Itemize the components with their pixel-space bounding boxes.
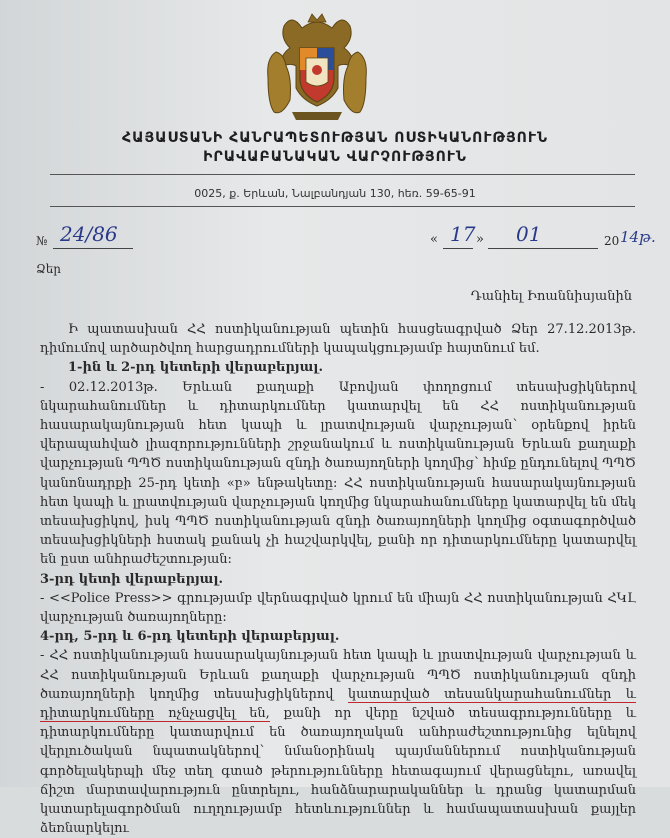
department-name: ԻՐԱՎԱԲԱՆԱԿԱՆ ՎԱՐՉՈՒԹՅՈՒՆ — [203, 149, 467, 165]
your-reference-label: Ձեր — [36, 262, 61, 276]
section-paragraph — [40, 646, 636, 838]
office-address: 0025, ք. Երևան, Նալբանդյան 130, հեռ. 59-65-91 — [194, 187, 476, 200]
header-divider-top — [50, 174, 635, 175]
section-heading: 4-րդ, 5-րդ և 6-րդ կետերի վերաբերյալ. — [40, 629, 340, 645]
date-month: 01 — [516, 222, 542, 246]
letter-number: 24/86 — [60, 222, 118, 246]
date-quote-close: » — [476, 232, 484, 247]
date-day: 17 — [450, 222, 476, 246]
underlined-text: կատարված տեսանկարահանումներ և դիտարկումները ոչնչացվել են, — [40, 686, 636, 722]
section-text-part: քանի որ վերը նշված տեսագրությունները և դիտարկումները կատարվում են ծառայողական անհրաժեշտությունից ելնելով վերլուծական նպատակներով՝ նմանօրինակ պայմաններում ոստիկանության գործելակերպի մեջ տեղ գտած թերությունները հետագայում վերացնելու, առավել ճիշտ մարտավարություն ընտրելու, հանձնարարականներ և դրանց կատարման կատարելագործման ուղղությամբ հետևություններ և համապատասխան քայլեր ձեռնարկելու — [40, 706, 636, 837]
section-paragraph: - <<Police Press>> գրությամբ վերնագրված կրում են միայն ՀՀ ոստիկանության ՀԿԼ վարչության ծառայողները: — [40, 590, 636, 626]
armenian-coat-of-arms-emblem — [262, 8, 372, 128]
date-day-underline — [443, 248, 473, 249]
date-quote-open: « — [430, 232, 438, 247]
section-text-part: - ՀՀ ոստիկանության հասարակայնության հետ կապի և լրատվության վարչության և ՀՀ ոստիկանության Երևան քաղաքի վարչության ՊՊԾ ոստիկանության զնդի ծառայողների կողմից տեսախցիկներով — [40, 648, 636, 702]
section-paragraph: - 02.12.2013թ. Երևան քաղաքի Աբովյան փողոցում տեսախցիկներով նկարահանումներ և դիտարկումներ կատարվել են ՀՀ ոստիկանության հասարակայնության հետ կապի և լրատվության վարչության՝ օրենքով իրեն վերապահված լիազորությունների շրջանակում և ոստիկանության Երևան քաղաքի վարչության ՊՊԾ ոստիկանության զնդի ծառայողների կողմից՝ հիմք ընդունելով ՊՊԾ կանոնադրքի 25-րդ կետի «բ» ենթակետը: ՀՀ ոստիկանության հասարակայնության հետ կապի և լրատվության վարչության կողմից նկարահանումները կատարվել են մեկ տեսախցիկով, իսկ ՊՊԾ ոստիկանության զնդի ծառայողների կողմից օգտագործված տեսախցիկների հստակ քանակ չի հաշվարկվել, քանի որ դիտարկումները կատարվել են ըստ անհրաժեշտության: — [40, 379, 636, 568]
section-heading: 1-ին և 2-րդ կետերի վերաբերյալ. — [68, 360, 324, 376]
date-year-prefix: 20 — [604, 234, 620, 248]
date-month-underline — [488, 248, 598, 249]
addressee: Դանիել Իոաննիսյանին — [470, 289, 632, 304]
intro-paragraph: Ի պատասխան ՀՀ ոստիկանության պետին հասցեագրված Ձեր 27.12.2013թ. դիմումով արծարծվող հարցադրումների կապակցությամբ հայտնում եմ. — [40, 322, 636, 357]
ministry-name: ՀԱՅԱՍՏԱՆԻ ՀԱՆՐԱՊԵՏՈՒԹՅԱՆ ՈՍՏԻԿԱՆՈՒԹՅՈՒՆ — [122, 130, 548, 146]
header-divider-bottom — [50, 206, 635, 207]
section-heading: 3-րդ կետի վերաբերյալ. — [40, 571, 224, 587]
number-label: № — [36, 234, 48, 248]
letter-body — [40, 320, 636, 838]
number-underline — [53, 248, 133, 249]
date-year-suffix: 14թ. — [620, 228, 656, 246]
